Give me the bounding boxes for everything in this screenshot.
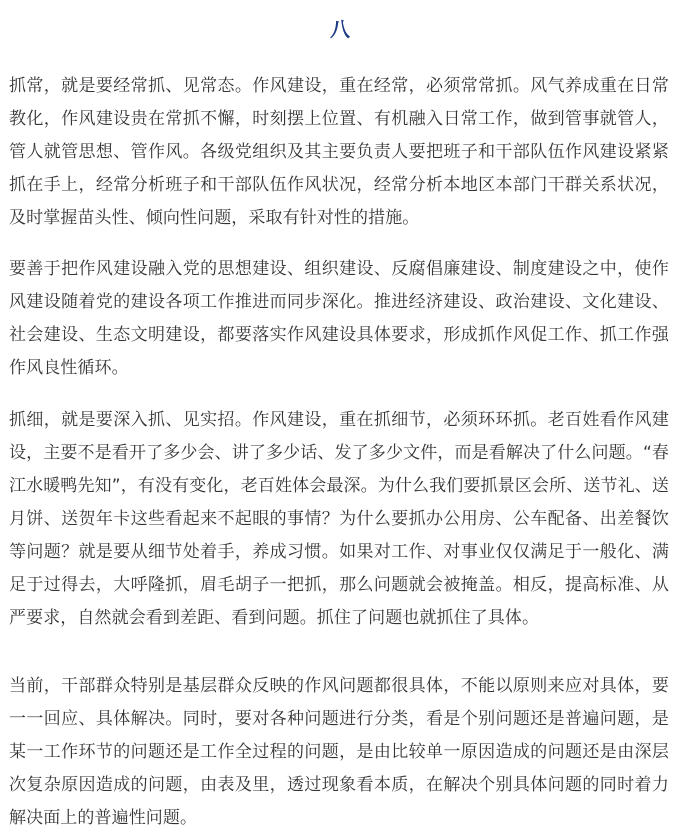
paragraph-grasp-regular: 抓常，就是要经常抓、见常态。作风建设，重在经常，必须常常抓。风气养成重在日常教化，作风建设贵在常抓不懈，时刻摆上位置、有机融入日常工作，做到管事就管人，管人就管思想、管作风。各级党组织及其主要负责人要把班子和干部队伍作风建设紧紧抓在手上，经常分析班子和干部队伍作风状况，经常分析本地区本部门干群关系状况，及时掌握苗头性、倾向性问题，采取有针对性的措施。 — [9, 76, 669, 228]
paragraph-grasp-details: 抓细，就是要深入抓、见实招。作风建设，重在抓细节，必须环环抓。老百姓看作风建设，主要不是看开了多少会、讲了多少话、发了多少文件，而是看解决了什么问题。“春江水暖鸭先知”，有没有变化，老百姓体会最深。为什么我们要抓景区会所、送节礼、送月饼、送贺年卡这些看起来不起眼的事情？为什么要抓办公用房、公车配备、出差餐饮等问题？就是要从细节处着手，养成习惯。如果对工作、对事业仅仅满足于一般化、满足于过得去，大呼隆抓，眉毛胡子一把抓，那么问题就会被掩盖。相反，提高标准、从严要求，自然就会看到差距、看到问题。抓住了问题也就抓住了具体。 — [9, 410, 669, 628]
paragraph-current-issues: 当前，干部群众特别是基层群众反映的作风问题都很具体，不能以原则来应对具体，要一一回应、具体解决。同时，要对各种问题进行分类，看是个别问题还是普遍问题，是某一工作环节的问题还是工作全过程的问题，是由比较单一原因造成的问题还是由深层次复杂原因造成的问题，由表及里，透过现象看本质，在解决个别具体问题的同时着力解决面上的普遍性问题。 — [9, 676, 669, 828]
paragraph-integrate-party-building: 要善于把作风建设融入党的思想建设、组织建设、反腐倡廉建设、制度建设之中，使作风建设随着党的建设各项工作推进而同步深化。推进经济建设、政治建设、文化建设、社会建设、生态文明建设，都要落实作风建设具体要求，形成抓作风促工作、抓工作强作风良性循环。 — [9, 259, 669, 378]
section-heading: 八 — [330, 17, 350, 41]
